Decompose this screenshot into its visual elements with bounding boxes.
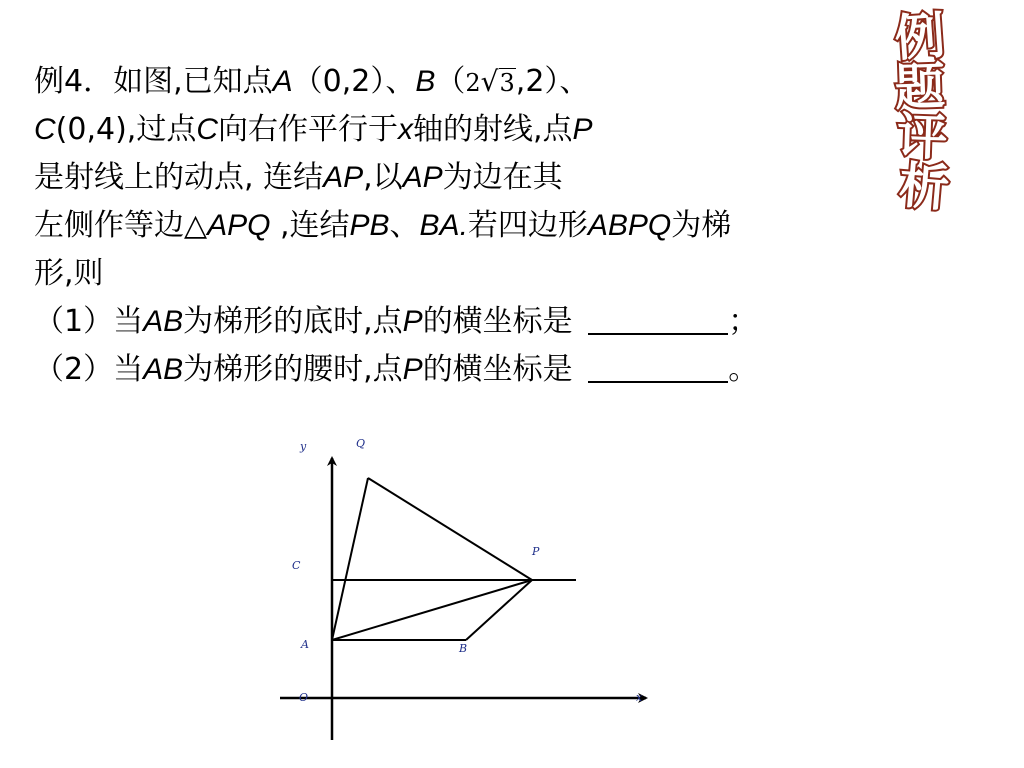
segment-QP	[368, 478, 532, 580]
label-B: B	[459, 642, 468, 655]
geometry-figure	[270, 430, 660, 750]
segment-label-AP: AP	[323, 161, 364, 194]
segment-AP	[332, 580, 532, 640]
segment-label-AP: AP	[402, 161, 443, 194]
text-segment: 为边在其	[442, 160, 563, 195]
question-2	[34, 346, 974, 394]
text-segment: 。	[728, 352, 759, 387]
question-1	[34, 298, 974, 346]
text-segment: ,2）、	[515, 64, 590, 99]
problem-line-1	[34, 58, 974, 106]
problem-line-4	[34, 202, 974, 250]
label-y: y	[300, 440, 307, 453]
badge-svg	[862, 4, 982, 214]
label-P: P	[532, 545, 540, 558]
segment-label-BA: BA.	[419, 209, 468, 242]
label-x: x	[636, 691, 643, 704]
point-label-A: A	[272, 65, 293, 98]
text-segment: (0,4),过点	[55, 112, 197, 147]
text-segment: ,以	[363, 160, 403, 195]
point-label-B: B	[415, 65, 436, 98]
point-label-P: P	[402, 305, 423, 338]
text-segment: 若四边形	[467, 208, 588, 243]
text-segment: 形,则	[34, 256, 104, 291]
quadrilateral-label-ABPQ: ABPQ	[587, 209, 672, 242]
text-segment: （0,2）、	[292, 64, 416, 99]
label-A: A	[301, 638, 309, 651]
text-segment: ,连结	[270, 208, 350, 243]
text-segment: 左侧作等边△	[34, 208, 208, 243]
text-segment: 是射线上的动点, 连结	[34, 160, 324, 195]
label-C: C	[292, 559, 301, 572]
text-segment: 的横坐标是	[422, 352, 583, 387]
point-label-P: P	[402, 353, 423, 386]
label-O: O	[299, 691, 309, 704]
problem-line-3	[34, 154, 974, 202]
text-segment: ；	[728, 304, 759, 339]
sqrt-argument: 3	[499, 69, 515, 97]
text-segment: 轴的射线,点	[413, 112, 573, 147]
triangle-label-APQ: APQ	[207, 209, 271, 242]
badge-char-4: 析	[896, 154, 952, 214]
text-segment: （2）当	[34, 352, 144, 387]
axis-label-x: x	[398, 113, 413, 146]
sqrt-expression	[465, 58, 515, 107]
problem-text	[34, 58, 974, 394]
text-segment: 为梯形的腰时,点	[183, 352, 403, 387]
badge-char-2: 题	[893, 56, 946, 117]
radical-sign-icon: √	[480, 65, 499, 98]
badge-char-3: 评	[896, 106, 949, 167]
text-segment: （1）当	[34, 304, 144, 339]
badge-char-1: 例	[892, 5, 947, 68]
segment-label-AB: AB	[143, 353, 184, 386]
answer-blank-2[interactable]	[588, 351, 728, 383]
point-label-C: C	[34, 113, 56, 146]
text-segment: （	[435, 64, 466, 99]
problem-line-5	[34, 250, 974, 298]
figure-svg	[270, 430, 660, 750]
point-label-P: P	[572, 113, 593, 146]
answer-blank-1[interactable]	[588, 303, 728, 335]
segment-AQ	[332, 478, 368, 640]
point-label-C: C	[196, 113, 218, 146]
text-segment: 、	[389, 208, 420, 243]
label-Q: Q	[356, 437, 366, 450]
problem-line-2	[34, 106, 974, 154]
text-segment: 的横坐标是	[422, 304, 583, 339]
text-segment: 为梯	[671, 208, 732, 243]
text-segment: 为梯形的底时,点	[183, 304, 403, 339]
text-segment: 向右作平行于	[218, 112, 398, 147]
segment-label-AB: AB	[143, 305, 184, 338]
sqrt-coefficient: 2	[465, 69, 481, 97]
example-analysis-badge	[862, 4, 982, 214]
text-segment: 例4．如图,已知点	[34, 64, 273, 99]
segment-label-PB: PB	[349, 209, 390, 242]
